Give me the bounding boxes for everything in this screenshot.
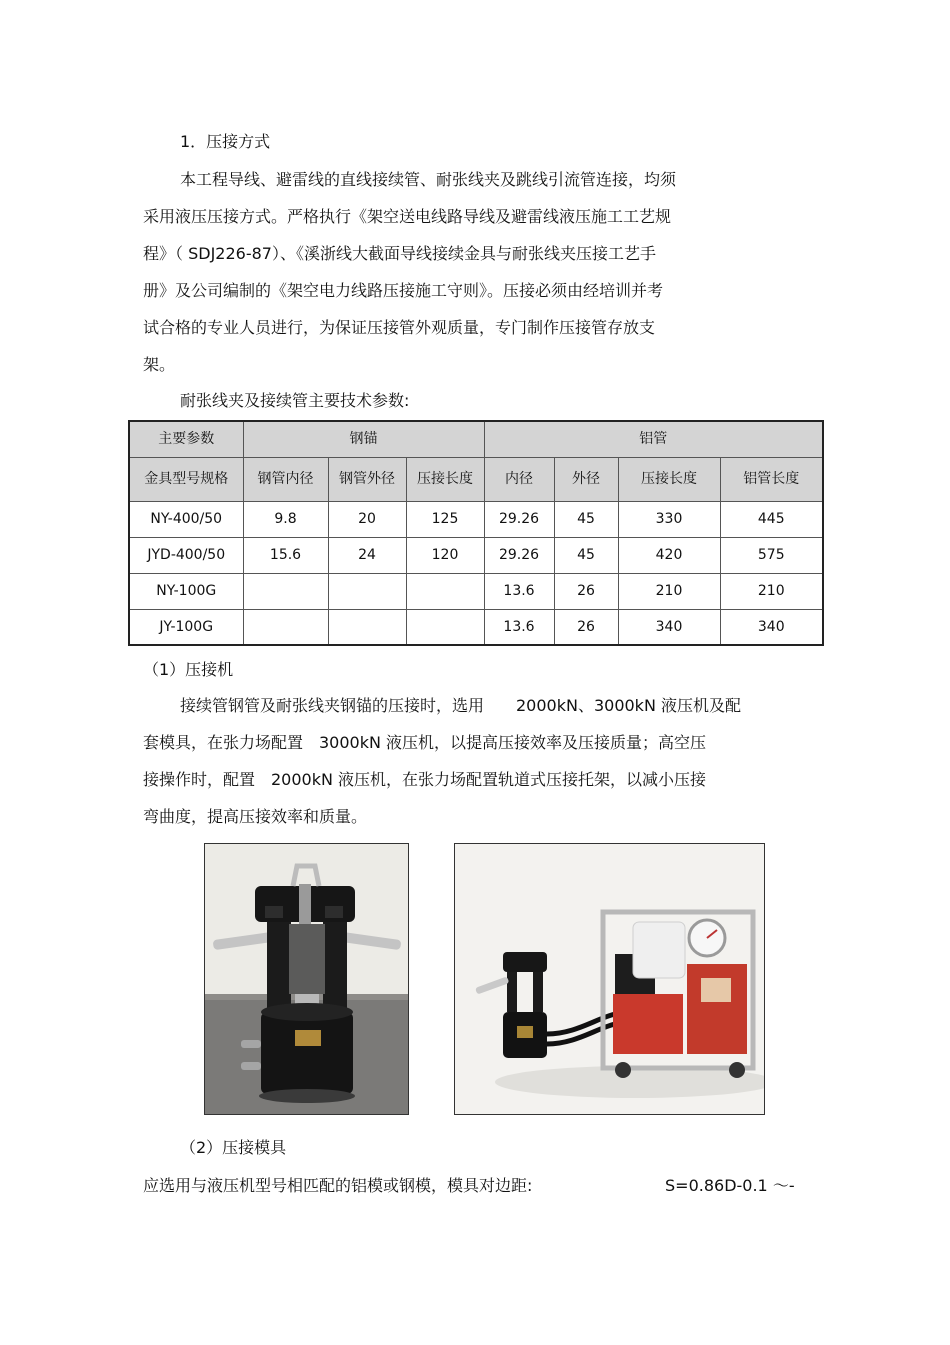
header-spec: 金具型号规格 xyxy=(129,457,243,501)
table-cell: 29.26 xyxy=(484,501,554,537)
table-cell: 330 xyxy=(618,501,720,537)
paragraph-line: 程》（ SDJ226-87）、《溪浙线大截面导线接续金具与耐张线夹压接工艺手 xyxy=(143,244,656,263)
table-cell xyxy=(406,609,484,645)
photo-crimping-head xyxy=(204,843,409,1115)
table-row xyxy=(129,573,823,609)
header-alu-outer: 外径 xyxy=(554,457,618,501)
table-cell: 24 xyxy=(328,537,406,573)
table-cell: 20 xyxy=(328,501,406,537)
paragraph-line: 接续管钢管及耐张线夹钢锚的压接时，选用 2000kN、3000kN 液压机及配 xyxy=(180,696,741,715)
heading-crimping-method: 1．压接方式 xyxy=(180,132,271,151)
header-alu-inner: 内径 xyxy=(484,457,554,501)
table-cell: 420 xyxy=(618,537,720,573)
table-row xyxy=(129,501,823,537)
table-cell: 26 xyxy=(554,609,618,645)
table-cell: 29.26 xyxy=(484,537,554,573)
table-cell xyxy=(328,609,406,645)
table-cell: JYD-400/50 xyxy=(129,537,243,573)
table-header-row xyxy=(129,421,823,457)
table-cell: JY-100G xyxy=(129,609,243,645)
table-cell xyxy=(243,609,328,645)
paragraph-line: 弯曲度，提高压接效率和质量。 xyxy=(143,807,368,826)
paragraph-line: 试合格的专业人员进行，为保证压接管外观质量，专门制作压接管存放支 xyxy=(143,318,656,337)
table-cell xyxy=(406,573,484,609)
paragraph-line: 本工程导线、避雷线的直线接续管、耐张线夹及跳线引流管连接，均须 xyxy=(180,170,677,189)
table-cell: 575 xyxy=(720,537,823,573)
table-cell: 45 xyxy=(554,537,618,573)
header-steel-anchor: 钢锚 xyxy=(243,421,484,457)
header-alu-length: 铝管长度 xyxy=(720,457,823,501)
header-steel-inner: 钢管内径 xyxy=(243,457,328,501)
table-cell: 13.6 xyxy=(484,609,554,645)
table-subheader-row xyxy=(129,457,823,501)
header-main-params: 主要参数 xyxy=(129,421,243,457)
paragraph-line: 接操作时，配置 2000kN 液压机，在张力场配置轨道式压接托架，以减小压接 xyxy=(143,770,707,789)
table-cell: 13.6 xyxy=(484,573,554,609)
table-cell: 9.8 xyxy=(243,501,328,537)
table-row xyxy=(129,609,823,645)
photo-hydraulic-pump-unit xyxy=(454,843,765,1115)
paragraph-line: 册》及公司编制的《架空电力线路压接施工守则》。压接必须由经培训并考 xyxy=(143,281,664,300)
table-intro: 耐张线夹及接续管主要技术参数: xyxy=(180,391,410,410)
table-row xyxy=(129,537,823,573)
table-cell: 120 xyxy=(406,537,484,573)
table-cell: 15.6 xyxy=(243,537,328,573)
paragraph-crimping-die: 应选用与液压机型号相匹配的铝模或钢模，模具对边距: xyxy=(143,1176,533,1195)
table-cell xyxy=(328,573,406,609)
paragraph-line: 套模具，在张力场配置 3000kN 液压机，以提高压接效率及压接质量；高空压 xyxy=(143,733,707,752)
table-cell: 26 xyxy=(554,573,618,609)
heading-crimping-die: （2）压接模具 xyxy=(180,1138,287,1157)
header-steel-outer: 钢管外径 xyxy=(328,457,406,501)
table-cell: 210 xyxy=(720,573,823,609)
spec-table xyxy=(128,420,824,646)
table-cell: NY-400/50 xyxy=(129,501,243,537)
table-cell xyxy=(243,573,328,609)
header-aluminum-tube: 铝管 xyxy=(484,421,823,457)
header-steel-length: 压接长度 xyxy=(406,457,484,501)
table-cell: 340 xyxy=(720,609,823,645)
header-alu-press: 压接长度 xyxy=(618,457,720,501)
paragraph-line: 采用液压压接方式。严格执行《架空送电线路导线及避雷线液压施工工艺规 xyxy=(143,207,672,226)
formula-die-distance: S=0.86D-0.1 ～- xyxy=(665,1176,795,1195)
table-cell: 445 xyxy=(720,501,823,537)
paragraph-line: 架。 xyxy=(143,355,176,374)
table-cell: 340 xyxy=(618,609,720,645)
table-cell: NY-100G xyxy=(129,573,243,609)
table-cell: 210 xyxy=(618,573,720,609)
heading-crimping-machine: （1）压接机 xyxy=(143,660,234,679)
table-cell: 45 xyxy=(554,501,618,537)
table-cell: 125 xyxy=(406,501,484,537)
